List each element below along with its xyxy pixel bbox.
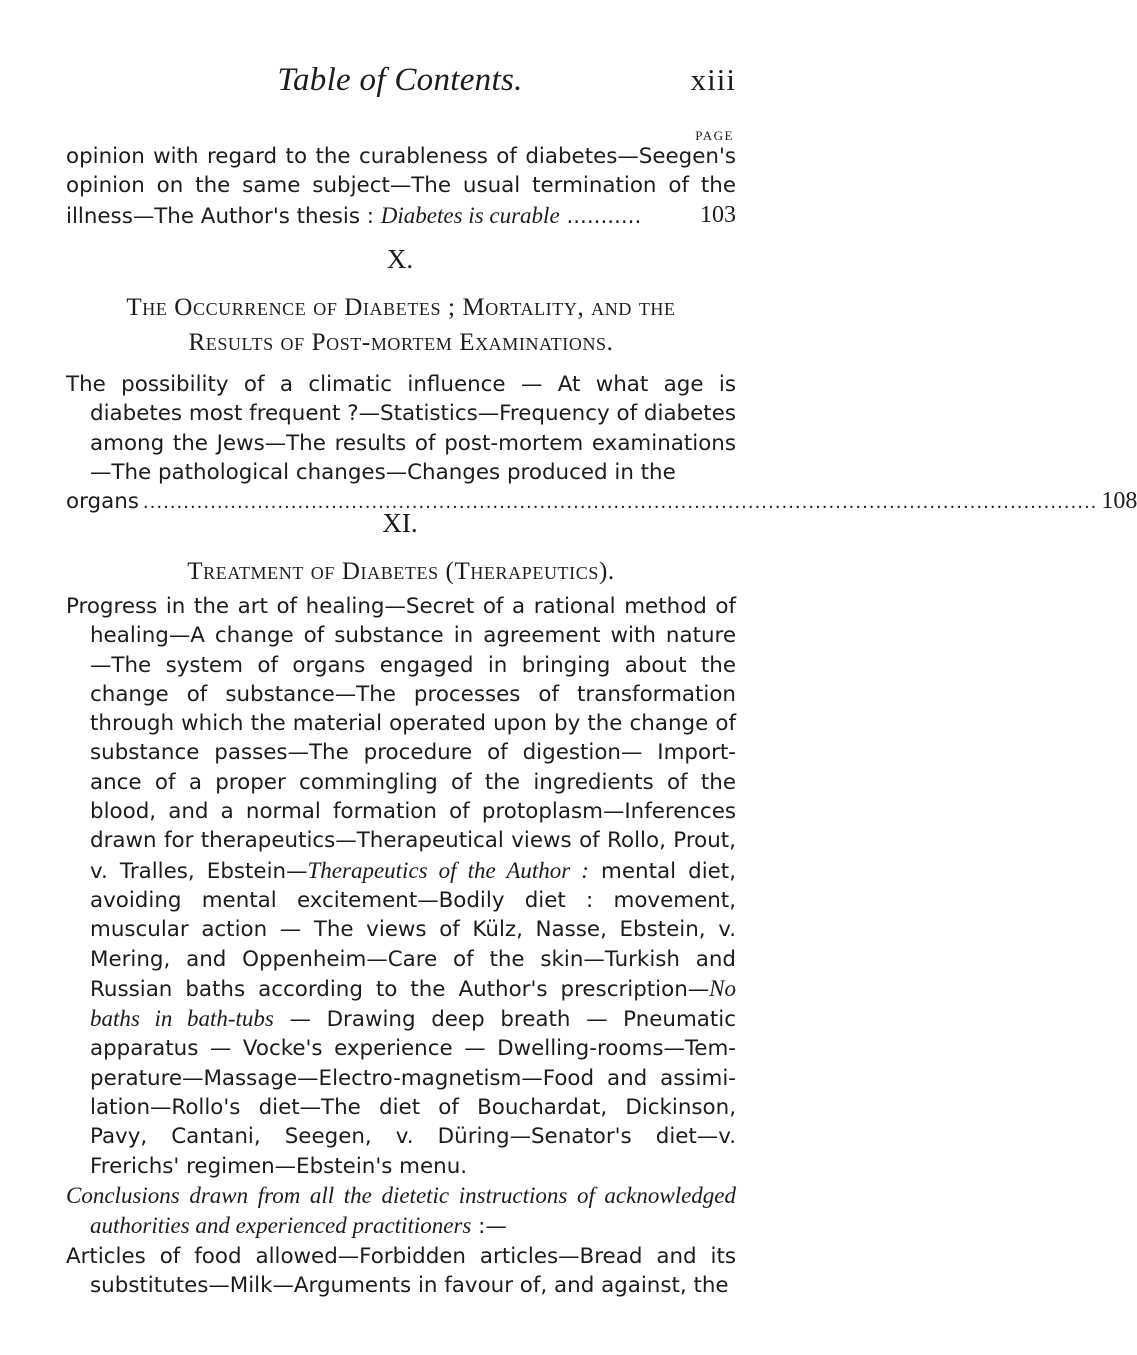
p1-italic-d: No baths in bath-tubs [90, 975, 736, 1032]
chapter-x-title [66, 290, 736, 360]
chapter-x-page-number: 108 [1101, 488, 1137, 515]
chapter-xi-summary [66, 592, 736, 1300]
page-folio: xiii [690, 62, 736, 97]
chapter-xi-paragraph-3: Articles of food allowed—Forbidden articles—Bread and its substitutes—Milk—Arguments in favour of, and against, the [66, 1243, 736, 1298]
chapter-x-title-line2: Results of Post-mortem Examinations. [188, 329, 614, 356]
chapter-x-summary-text: The possibility of a climatic influence — At what age is diabetes most frequent ?—Statistics—Frequency of diabetes among the Jews—The results of post-mortem examinations —The pathological changes—Changes produced in the [66, 372, 736, 485]
running-title: Table of Contents. [277, 62, 523, 98]
continued-entry-text [66, 142, 736, 231]
running-head [0, 62, 800, 106]
leader-dots: .............................................................................................................................................. [142, 492, 1098, 514]
chapter-x-number: X. [386, 244, 414, 274]
chapter-xi-paragraph-2 [66, 1181, 736, 1242]
p1-text-a: Progress in the art of healing—Secret of a rational method of healing—A change of substance in agreement with nature —The system of organs engaged in bringing about the change of substance—The processes of transformation through which the material operated upon by the change of substance passes—The procedure of digestion— Import- ance of a proper commingling of the ingredients of the blood, and a normal formation of protoplasm—Inferences drawn for therapeutics—Therapeutical views of Rollo, Prout, v. Tralles, Ebstein— [66, 594, 736, 884]
continued-text: opinion with regard to the curableness of diabetes—Seegen's opinion on the same subject—The usual termination of the illness—The Author's thesis : [66, 144, 736, 229]
p1-text-e: — Drawing deep breath — Pneumatic apparatus — Vocke's experience — Dwelling-rooms—Tem- perature—Massage—Electro-magnetism—Food and assimi- lation—Rollo's diet—The diet of Bouchardat, Dickinson, Pavy, Cantani, Seegen, v. Düring—Senator's diet—v. Frerichs' regimen—Ebstein's menu. [90, 1007, 736, 1179]
continued-entry [66, 142, 736, 231]
continued-italic: Diabetes is curable [380, 202, 560, 228]
leader-dots: ........... [559, 203, 642, 229]
chapter-xi-title: Treatment of Diabetes (Therapeutics). [187, 558, 615, 585]
continued-page-number: 103 [700, 201, 736, 228]
p2-tail: :— [471, 1214, 507, 1240]
p1-italic-b: Therapeutics of the Author : [307, 857, 589, 883]
chapter-x-title-line1: The Occurrence of Diabetes ; Mortality, and the [126, 294, 676, 321]
p2-italic: Conclusions drawn from all the dietetic instructions of acknowledged authorities and experienced practitioners [66, 1182, 736, 1239]
chapter-xi-paragraph-1 [66, 592, 736, 1181]
chapter-x-last-word: organs [66, 489, 139, 515]
p1-text-c: mental diet, avoiding mental excitement—Bodily diet : movement, muscular action — The views of Külz, Nasse, Ebstein, v. Mering, and Oppenheim—Care of the skin—Turkish and Russian baths according to the Author's prescription— [90, 858, 736, 1002]
chapter-xi-number: XI. [382, 508, 418, 538]
chapter-x-summary [66, 370, 1137, 517]
page-column-label: PAGE [695, 128, 734, 143]
